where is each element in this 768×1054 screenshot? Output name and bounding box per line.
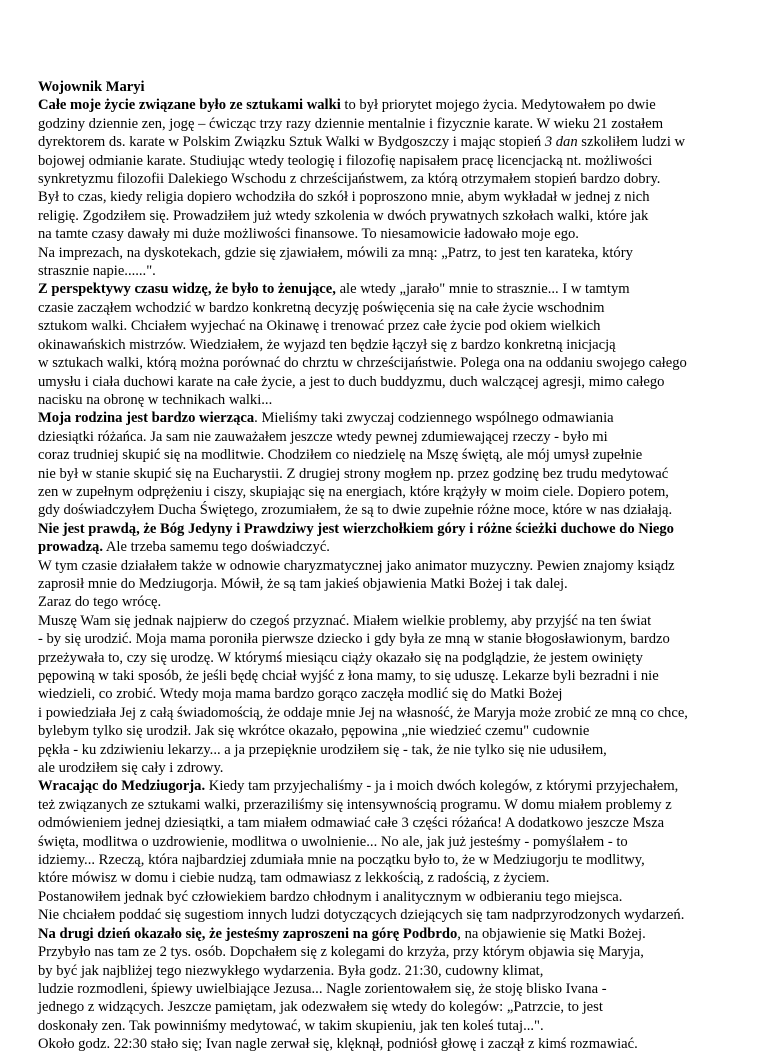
text-line: zen w zupełnym odprężeniu i ciszy, skupiając się na energiach, które krążyły w moim ciele. Dopiero potem, bbox=[38, 483, 669, 500]
text-line bbox=[38, 280, 758, 298]
text-line: by być jak najbliżej tego niezwykłego wydarzenia. Była godz. 21:30, cudowny klimat, bbox=[38, 962, 544, 979]
text-span: Kiedy tam przyjechaliśmy - ja i moich dwóch kolegów, z którymi przyjechałem, bbox=[205, 778, 679, 795]
text-span: . Mieliśmy taki zwyczaj codziennego wspólnego odmawiania bbox=[254, 410, 614, 427]
bold-phrase: Na drugi dzień okazało się, że jesteśmy zaproszeni na górę Podbrdo bbox=[38, 925, 458, 942]
text-line: pępowiną w taki sposób, że jeśli będę chciał wyjść z łona mamy, to się uduszę. Lekarze byli bezradni i nie bbox=[38, 668, 659, 684]
document-body bbox=[38, 78, 758, 1054]
text-line: wiedzieli, co zrobić. Wtedy moja mama bardzo gorąco zaczęła modlić się do Matki Bożej bbox=[38, 686, 563, 703]
bold-phrase: Wracając do Medziugorja. bbox=[38, 778, 206, 795]
text-span: Ale trzeba samemu tego doświadczyć. bbox=[103, 539, 330, 556]
text-line: bylebym tylko się urodził. Jak się wkrótce okazało, pępowina „nie wiedzieć czemu" cudownie bbox=[38, 723, 590, 740]
text-line: synkretyzmu filozofii Dalekiego Wschodu z chrześcijaństwem, za którą otrzymałem stopień bardzo dobry. bbox=[38, 171, 661, 188]
text-line: strasznie napie......". bbox=[38, 263, 156, 280]
bold-line: Nie jest prawdą, że Bóg Jedyny i Prawdziwy jest wierzchołkiem góry i różne ścieżki duchowe do Niego bbox=[38, 520, 674, 537]
text-line: coraz trudniej skupić się na modlitwie. Chodziłem co niedzielę na Mszę świętą, ale mój umysł zupełnie bbox=[38, 447, 643, 464]
text-line: ale urodziłem się cały i zdrowy. bbox=[38, 760, 224, 777]
italic-phrase: 3 dan bbox=[544, 134, 578, 151]
text-span: szkoliłem ludzi w bbox=[577, 134, 686, 151]
bold-phrase: Całe moje życie związane było ze sztukami walki bbox=[38, 97, 341, 114]
text-line: - by się urodzić. Moja mama poroniła pierwsze dziecko i gdy była ze mną w stanie błogosławionym, bardzo bbox=[38, 631, 670, 648]
text-line: przeżywała to, czy się urodzę. W którymś miesiącu ciąży okazało się na podglądzie, że jestem owinięty bbox=[38, 649, 643, 666]
text-line: Na imprezach, na dyskotekach, gdzie się zjawiałem, mówili za mną: „Patrz, to jest ten karateka, który bbox=[38, 244, 633, 261]
text-line: religię. Zgodziłem się. Prowadziłem już wtedy szkolenia w dwóch prywatnych szkołach walki, które jak bbox=[38, 207, 649, 224]
text-line: święta, modlitwa o uzdrowienie, modlitwa o uwolnienie... No ale, jak już jesteśmy - pomyślałem - to bbox=[38, 833, 628, 850]
text-line bbox=[38, 133, 758, 151]
text-line: Był to czas, kiedy religia dopiero wchodziła do szkół i poproszono mnie, abym wykładał w jednej z nich bbox=[38, 189, 650, 206]
text-line: też związanych ze sztukami walki, przeraziliśmy się intensywnością programu. W domu miałem problemy z bbox=[38, 796, 672, 813]
text-line bbox=[38, 925, 758, 943]
text-line: dziesiątki różańca. Ja sam nie zauważałem jeszcze wtedy pewnej zdumiewającej rzeczy - było mi bbox=[38, 428, 608, 445]
text-line: godziny dziennie zen, jogę – ćwicząc trzy razy dziennie mentalnie i fizycznie karate. W wieku 21 zostałem bbox=[38, 115, 664, 132]
text-line: Zaraz do tego wrócę. bbox=[38, 594, 162, 611]
text-line: okinawańskich mistrzów. Wiedziałem, że wyjazd ten będzie łączył się z bardzo konkretną inicjacją bbox=[38, 336, 616, 353]
text-span: dyrektorem ds. karate w Polskim Związku Sztuk Walki w Bydgoszczy i mając stopień bbox=[38, 134, 545, 151]
text-line: gdy doświadczyłem Ducha Świętego, zrozumiałem, że są to dwie zupełnie różne moce, które w nas działają. bbox=[38, 502, 673, 519]
text-line: czasie zacząłem wchodzić w bardzo konkretną decyzję poświęcenia się na całe życie wschodnim bbox=[38, 299, 605, 316]
text-line: ludzie rozmodleni, śpiewy uwielbiające Jezusa... Nagle zorientowałem się, że stoję blisko Ivana - bbox=[38, 980, 607, 997]
text-line: odmówieniem jednej dziesiątki, a tam miałem odmawiać całe 3 części różańca! A dodatkowo jeszcze Msza bbox=[38, 815, 665, 832]
text-line: W tym czasie działałem także w odnowie charyzmatycznej jako animator muzyczny. Pewien znajomy ksiądz bbox=[38, 557, 675, 574]
text-line: w sztukach walki, którą można porównać do chrztu w chrześcijaństwie. Polega ona na oddaniu swojego całego bbox=[38, 355, 687, 372]
text-line: Nie chciałem poddać się sugestiom innych ludzi dotyczących dziejących się tam nadprzyrodzonych wydarzeń. bbox=[38, 907, 685, 924]
text-line: Przybyło nas tam ze 2 tys. osób. Dopchałem się z kolegami do krzyża, przy którym objawia się Maryja, bbox=[38, 944, 644, 961]
text-line: zaprosił mnie do Medziugorja. Mówił, że są tam jakieś objawienia Matki Bożej i tak dalej. bbox=[38, 575, 568, 592]
text-line: bojowej odmianie karate. Studiując wtedy teologię i filozofię napisałem pracę licencjacką nt. możliwości bbox=[38, 152, 653, 169]
text-line: na tamte czasy dawały mi duże możliwości finansowe. To niesamowicie ładowało moje ego. bbox=[38, 226, 579, 243]
text-line bbox=[38, 96, 758, 114]
text-line bbox=[38, 409, 758, 427]
bold-phrase: Z perspektywy czasu widzę, że było to żenujące, bbox=[38, 281, 336, 298]
text-line: jednego z widzących. Jeszcze pamiętam, jak odezwałem się wtedy do kolegów: „Patrzcie, to jest bbox=[38, 999, 603, 1016]
text-line bbox=[38, 538, 758, 556]
text-span: , na objawienie się Matki Bożej. bbox=[457, 925, 646, 942]
text-line: nie był w stanie skupić się na Eucharystii. Z drugiej strony mogłem np. przez godzinę bez trudu medytować bbox=[38, 465, 669, 482]
text-line: nacisku na obronę w technikach walki... bbox=[38, 391, 273, 408]
text-line: pękła - ku zdziwieniu lekarzy... a ja przepięknie urodziłem się - tak, że nie tylko się nie udusiłem, bbox=[38, 741, 607, 758]
text-line: idziemy... Rzeczą, która najbardziej zdumiała mnie na początku było to, że w Medziugorju te modlitwy, bbox=[38, 852, 645, 869]
text-line: Około godz. 22:30 stało się; Ivan nagle zerwał się, klęknął, podniósł głowę i zaczął z kimś rozmawiać. bbox=[38, 1036, 638, 1053]
bold-phrase: prowadzą. bbox=[38, 539, 104, 556]
text-span: ale wtedy „jarało" mnie to strasznie... I w tamtym bbox=[335, 281, 630, 298]
text-line: sztukom walki. Chciałem wyjechać na Okinawę i trenować przez całe życie pod okiem wielkich bbox=[38, 318, 601, 335]
text-line: które mówisz w domu i ciebie nudzą, tam odmawiasz z lekkością, z radością, z życiem. bbox=[38, 870, 550, 887]
bold-phrase: Moja rodzina jest bardzo wierząca bbox=[38, 410, 255, 427]
text-line: i powiedziała Jej z całą świadomością, że oddaje mnie Jej na własność, że Maryja może zrobić ze mną co chce, bbox=[38, 704, 688, 721]
text-line bbox=[38, 777, 758, 795]
text-line: umysłu i ciała duchowi karate na całe życie, a jest to duch buddyzmu, duch walczącej agresji, mimo całego bbox=[38, 373, 665, 390]
text-line: doskonały zen. Tak powinniśmy medytować, w takim skupieniu, jak ten koleś tutaj...". bbox=[38, 1017, 544, 1034]
text-span: to był priorytet mojego życia. Medytowałem po dwie bbox=[340, 97, 656, 114]
text-line: Muszę Wam się jednak najpierw do czegoś przyznać. Miałem wielkie problemy, aby przyjść na ten świat bbox=[38, 612, 652, 629]
document-title: Wojownik Maryi bbox=[38, 79, 145, 95]
text-line: Postanowiłem jednak być człowiekiem bardzo chłodnym i analitycznym w odbieraniu tego miejsca. bbox=[38, 888, 623, 905]
